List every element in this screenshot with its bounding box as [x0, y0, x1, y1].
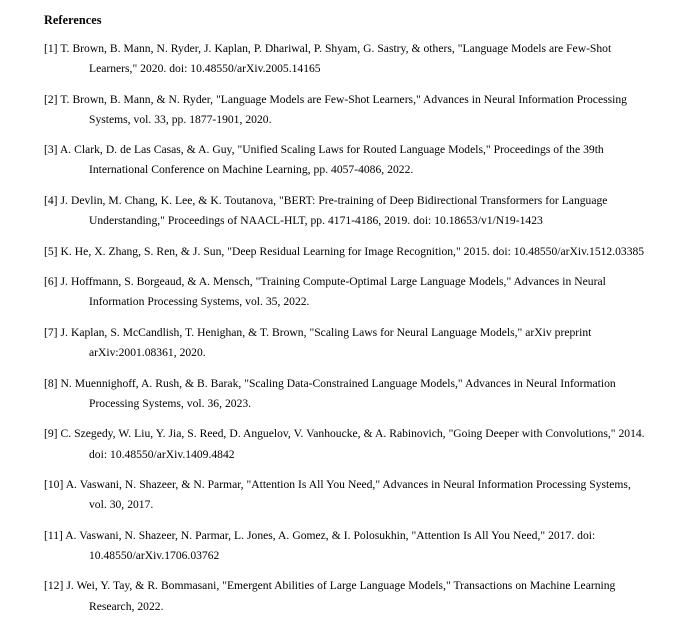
reference-label: [7] — [44, 326, 58, 340]
reference-text: A. Vaswani, N. Shazeer, N. Parmar, L. Jones, A. Gomez, & I. Polosukhin, "Attention Is All You Need," 2017. doi: 10.48550/arXiv.1706.03762 — [65, 528, 596, 562]
reference-text: J. Devlin, M. Chang, K. Lee, & K. Toutanova, "BERT: Pre-training of Deep Bidirectional Transformers for Language Understanding," Proceedings of NAACL-HLT, pp. 4171-4186, 2019. doi: 10.18653/v1/N19-1423 — [60, 194, 608, 228]
reference-entry — [44, 90, 645, 130]
reference-text: K. He, X. Zhang, S. Ren, & J. Sun, "Deep Residual Learning for Image Recognition," 2015. doi: 10.48550/arXiv.1512.03385 — [60, 244, 645, 258]
reference-label: [9] — [44, 427, 58, 441]
reference-label: [2] — [44, 92, 58, 106]
reference-label: [11] — [44, 528, 63, 542]
reference-label: [10] — [44, 478, 64, 492]
reference-label: [12] — [44, 579, 64, 593]
reference-entry — [44, 475, 645, 515]
reference-label: [5] — [44, 244, 58, 258]
reference-entry — [44, 39, 645, 79]
reference-entry — [44, 374, 645, 414]
reference-text: J. Hoffmann, S. Borgeaud, & A. Mensch, "Training Compute-Optimal Large Language Models," Advances in Neural Information Processing Systems, vol. 35, 2022. — [60, 275, 606, 309]
reference-list — [44, 39, 645, 617]
reference-text: T. Brown, B. Mann, N. Ryder, J. Kaplan, P. Dhariwal, P. Shyam, G. Sastry, & others, "Language Models are Few-Shot Learners," 2020. doi: 10.48550/arXiv.2005.14165 — [60, 42, 612, 76]
reference-text: C. Szegedy, W. Liu, Y. Jia, S. Reed, D. Anguelov, V. Vanhoucke, & A. Rabinovich, "Going Deeper with Convolutions," 2014. doi: 10.48550/arXiv.1409.4842 — [60, 427, 645, 461]
reference-label: [6] — [44, 275, 58, 289]
reference-entry — [44, 242, 645, 262]
reference-label: [3] — [44, 143, 58, 157]
reference-text: T. Brown, B. Mann, & N. Ryder, "Language Models are Few-Shot Learners," Advances in Neural Information Processing Systems, vol. 33, pp. 1877-1901, 2020. — [60, 92, 627, 126]
reference-entry — [44, 191, 645, 231]
reference-text: J. Kaplan, S. McCandlish, T. Henighan, & T. Brown, "Scaling Laws for Neural Language Models," arXiv preprint arXiv:2001.08361, 2020. — [60, 326, 592, 360]
reference-text: J. Wei, Y. Tay, & R. Bommasani, "Emergent Abilities of Large Language Models," Transactions on Machine Learning Research, 2022. — [66, 579, 616, 613]
reference-entry — [44, 323, 645, 363]
reference-entry — [44, 424, 645, 464]
reference-entry — [44, 526, 645, 566]
reference-label: [8] — [44, 376, 58, 390]
page-title: References — [44, 13, 102, 27]
reference-text: A. Clark, D. de Las Casas, & A. Guy, "Unified Scaling Laws for Routed Language Models," Proceedings of the 39th International Conference on Machine Learning, pp. 4057-4086, 2022. — [59, 143, 604, 177]
reference-text: N. Muennighoff, A. Rush, & B. Barak, "Scaling Data-Constrained Language Models," Advances in Neural Information Processing Systems, vol. 36, 2023. — [60, 376, 616, 410]
reference-label: [1] — [44, 42, 58, 55]
reference-entry — [44, 272, 645, 312]
reference-entry — [44, 576, 645, 616]
reference-text: A. Vaswani, N. Shazeer, & N. Parmar, "Attention Is All You Need," Advances in Neural Information Processing Systems, vol. 30, 2017. — [65, 478, 631, 512]
reference-entry — [44, 140, 645, 180]
reference-label: [4] — [44, 194, 58, 208]
